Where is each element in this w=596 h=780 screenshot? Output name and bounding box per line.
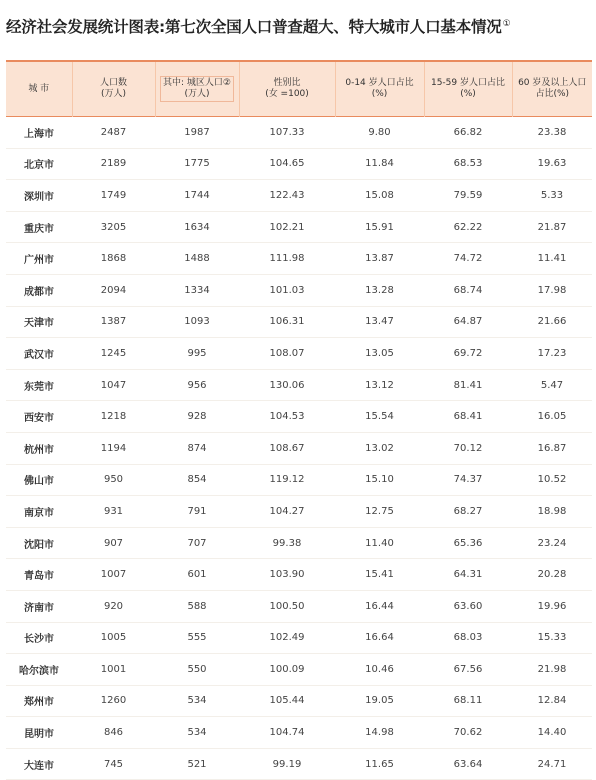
table-row (6, 148, 592, 180)
cell-sex-ratio: 101.03 (239, 274, 335, 306)
cell-sex-ratio: 108.67 (239, 432, 335, 464)
header-urban-label: 其中: 城区人口② (万人) (160, 76, 234, 102)
cell-age-15-59: 69.72 (424, 338, 512, 370)
cell-age-0-14: 14.98 (335, 717, 424, 749)
cell-city: 济南市 (6, 590, 72, 622)
cell-city: 沈阳市 (6, 527, 72, 559)
cell-city: 成都市 (6, 274, 72, 306)
table-row (6, 685, 592, 717)
cell-population: 920 (72, 590, 155, 622)
cell-population: 907 (72, 527, 155, 559)
cell-population: 745 (72, 748, 155, 780)
table-row (6, 717, 592, 749)
table-row (6, 369, 592, 401)
cell-age-0-14: 10.46 (335, 654, 424, 686)
cell-sex-ratio: 108.07 (239, 338, 335, 370)
cell-age-60-plus: 21.66 (512, 306, 592, 338)
cell-population: 1005 (72, 622, 155, 654)
cell-population: 931 (72, 496, 155, 528)
cell-sex-ratio: 99.19 (239, 748, 335, 780)
cell-population: 2487 (72, 117, 155, 149)
cell-age-60-plus: 14.40 (512, 717, 592, 749)
cell-urban-population: 791 (155, 496, 239, 528)
cell-urban-population: 555 (155, 622, 239, 654)
cell-city: 北京市 (6, 148, 72, 180)
cell-age-60-plus: 15.33 (512, 622, 592, 654)
cell-age-15-59: 68.53 (424, 148, 512, 180)
cell-population: 950 (72, 464, 155, 496)
cell-city: 东莞市 (6, 369, 72, 401)
table-row (6, 401, 592, 433)
cell-age-15-59: 63.64 (424, 748, 512, 780)
cell-age-60-plus: 24.71 (512, 748, 592, 780)
cell-age-15-59: 67.56 (424, 654, 512, 686)
table-row (6, 590, 592, 622)
cell-age-15-59: 68.03 (424, 622, 512, 654)
table-row (6, 654, 592, 686)
cell-city: 郑州市 (6, 685, 72, 717)
table-container (6, 60, 592, 780)
cell-age-0-14: 13.28 (335, 274, 424, 306)
cell-age-60-plus: 19.96 (512, 590, 592, 622)
cell-population: 2189 (72, 148, 155, 180)
population-table (6, 60, 592, 780)
cell-age-0-14: 15.91 (335, 211, 424, 243)
cell-age-0-14: 12.75 (335, 496, 424, 528)
table-row (6, 464, 592, 496)
cell-city: 杭州市 (6, 432, 72, 464)
title-text: 经济社会发展统计图表:第七次全国人口普查超大、特大城市人口基本情况 (6, 18, 502, 37)
cell-sex-ratio: 104.65 (239, 148, 335, 180)
cell-sex-ratio: 100.50 (239, 590, 335, 622)
cell-urban-population: 601 (155, 559, 239, 591)
cell-age-0-14: 15.41 (335, 559, 424, 591)
cell-sex-ratio: 99.38 (239, 527, 335, 559)
cell-age-60-plus: 17.98 (512, 274, 592, 306)
cell-age-60-plus: 16.87 (512, 432, 592, 464)
cell-sex-ratio: 106.31 (239, 306, 335, 338)
cell-city: 昆明市 (6, 717, 72, 749)
table-header (6, 61, 592, 117)
cell-age-0-14: 16.44 (335, 590, 424, 622)
cell-age-0-14: 15.54 (335, 401, 424, 433)
table-row (6, 559, 592, 591)
header-urban-population (155, 61, 239, 117)
cell-age-0-14: 15.10 (335, 464, 424, 496)
cell-age-0-14: 11.84 (335, 148, 424, 180)
table-row (6, 527, 592, 559)
cell-urban-population: 521 (155, 748, 239, 780)
table-row (6, 117, 592, 149)
cell-age-60-plus: 10.52 (512, 464, 592, 496)
cell-urban-population: 534 (155, 717, 239, 749)
cell-age-15-59: 74.37 (424, 464, 512, 496)
title-footnote-marker: ① (502, 19, 511, 29)
cell-urban-population: 1634 (155, 211, 239, 243)
cell-age-60-plus: 16.05 (512, 401, 592, 433)
cell-age-15-59: 79.59 (424, 180, 512, 212)
cell-city: 大连市 (6, 748, 72, 780)
cell-sex-ratio: 104.27 (239, 496, 335, 528)
cell-age-15-59: 70.62 (424, 717, 512, 749)
cell-urban-population: 588 (155, 590, 239, 622)
cell-city: 长沙市 (6, 622, 72, 654)
cell-age-60-plus: 17.23 (512, 338, 592, 370)
cell-urban-population: 928 (155, 401, 239, 433)
cell-age-15-59: 64.87 (424, 306, 512, 338)
cell-sex-ratio: 104.74 (239, 717, 335, 749)
cell-city: 哈尔滨市 (6, 654, 72, 686)
cell-sex-ratio: 104.53 (239, 401, 335, 433)
cell-city: 南京市 (6, 496, 72, 528)
table-row (6, 243, 592, 275)
cell-city: 广州市 (6, 243, 72, 275)
cell-city: 深圳市 (6, 180, 72, 212)
cell-age-15-59: 68.11 (424, 685, 512, 717)
cell-population: 1194 (72, 432, 155, 464)
cell-urban-population: 1488 (155, 243, 239, 275)
cell-age-0-14: 11.40 (335, 527, 424, 559)
table-row (6, 432, 592, 464)
table-row (6, 622, 592, 654)
header-city: 城 市 (6, 61, 72, 117)
table-row (6, 496, 592, 528)
cell-age-15-59: 64.31 (424, 559, 512, 591)
cell-sex-ratio: 122.43 (239, 180, 335, 212)
cell-age-60-plus: 5.33 (512, 180, 592, 212)
cell-population: 1218 (72, 401, 155, 433)
cell-population: 2094 (72, 274, 155, 306)
cell-sex-ratio: 103.90 (239, 559, 335, 591)
cell-age-15-59: 65.36 (424, 527, 512, 559)
cell-sex-ratio: 119.12 (239, 464, 335, 496)
cell-age-0-14: 13.87 (335, 243, 424, 275)
cell-city: 重庆市 (6, 211, 72, 243)
page-title (0, 0, 596, 48)
cell-population: 1007 (72, 559, 155, 591)
header-age-15-59: 15-59 岁人口占比 (%) (424, 61, 512, 117)
cell-sex-ratio: 102.21 (239, 211, 335, 243)
cell-urban-population: 1987 (155, 117, 239, 149)
cell-age-15-59: 81.41 (424, 369, 512, 401)
table-row (6, 180, 592, 212)
cell-urban-population: 1744 (155, 180, 239, 212)
cell-city: 青岛市 (6, 559, 72, 591)
cell-population: 1749 (72, 180, 155, 212)
cell-age-15-59: 68.74 (424, 274, 512, 306)
cell-sex-ratio: 100.09 (239, 654, 335, 686)
table-row (6, 274, 592, 306)
cell-age-60-plus: 23.38 (512, 117, 592, 149)
cell-age-0-14: 13.02 (335, 432, 424, 464)
cell-sex-ratio: 130.06 (239, 369, 335, 401)
cell-population: 1387 (72, 306, 155, 338)
cell-city: 武汉市 (6, 338, 72, 370)
cell-age-15-59: 68.41 (424, 401, 512, 433)
cell-urban-population: 707 (155, 527, 239, 559)
cell-urban-population: 874 (155, 432, 239, 464)
table-row (6, 211, 592, 243)
cell-age-15-59: 74.72 (424, 243, 512, 275)
cell-age-15-59: 66.82 (424, 117, 512, 149)
cell-age-60-plus: 21.87 (512, 211, 592, 243)
cell-sex-ratio: 102.49 (239, 622, 335, 654)
cell-city: 佛山市 (6, 464, 72, 496)
cell-city: 上海市 (6, 117, 72, 149)
cell-age-15-59: 68.27 (424, 496, 512, 528)
cell-age-60-plus: 18.98 (512, 496, 592, 528)
cell-age-15-59: 62.22 (424, 211, 512, 243)
cell-age-60-plus: 20.28 (512, 559, 592, 591)
cell-urban-population: 550 (155, 654, 239, 686)
cell-age-60-plus: 19.63 (512, 148, 592, 180)
cell-urban-population: 956 (155, 369, 239, 401)
cell-age-0-14: 15.08 (335, 180, 424, 212)
cell-city: 西安市 (6, 401, 72, 433)
cell-age-0-14: 13.05 (335, 338, 424, 370)
cell-age-0-14: 13.47 (335, 306, 424, 338)
cell-city: 天津市 (6, 306, 72, 338)
cell-age-0-14: 16.64 (335, 622, 424, 654)
cell-population: 1001 (72, 654, 155, 686)
header-sex-ratio: 性别比 (女 =100) (239, 61, 335, 117)
cell-urban-population: 1093 (155, 306, 239, 338)
header-population: 人口数 (万人) (72, 61, 155, 117)
table-row (6, 338, 592, 370)
cell-age-0-14: 11.65 (335, 748, 424, 780)
cell-age-60-plus: 5.47 (512, 369, 592, 401)
cell-age-0-14: 9.80 (335, 117, 424, 149)
cell-urban-population: 995 (155, 338, 239, 370)
table-body (6, 117, 592, 780)
cell-age-0-14: 13.12 (335, 369, 424, 401)
cell-age-60-plus: 11.41 (512, 243, 592, 275)
cell-sex-ratio: 111.98 (239, 243, 335, 275)
cell-urban-population: 1775 (155, 148, 239, 180)
cell-sex-ratio: 107.33 (239, 117, 335, 149)
header-age-0-14: 0-14 岁人口占比 (%) (335, 61, 424, 117)
header-age-60-plus: 60 岁及以上人口 占比(%) (512, 61, 592, 117)
cell-population: 1047 (72, 369, 155, 401)
cell-age-0-14: 19.05 (335, 685, 424, 717)
cell-population: 1260 (72, 685, 155, 717)
cell-urban-population: 534 (155, 685, 239, 717)
cell-population: 1245 (72, 338, 155, 370)
cell-age-60-plus: 12.84 (512, 685, 592, 717)
cell-age-15-59: 70.12 (424, 432, 512, 464)
cell-population: 3205 (72, 211, 155, 243)
cell-sex-ratio: 105.44 (239, 685, 335, 717)
cell-urban-population: 1334 (155, 274, 239, 306)
cell-age-15-59: 63.60 (424, 590, 512, 622)
cell-age-60-plus: 23.24 (512, 527, 592, 559)
table-row (6, 306, 592, 338)
table-row (6, 748, 592, 780)
cell-urban-population: 854 (155, 464, 239, 496)
cell-population: 846 (72, 717, 155, 749)
cell-population: 1868 (72, 243, 155, 275)
cell-age-60-plus: 21.98 (512, 654, 592, 686)
